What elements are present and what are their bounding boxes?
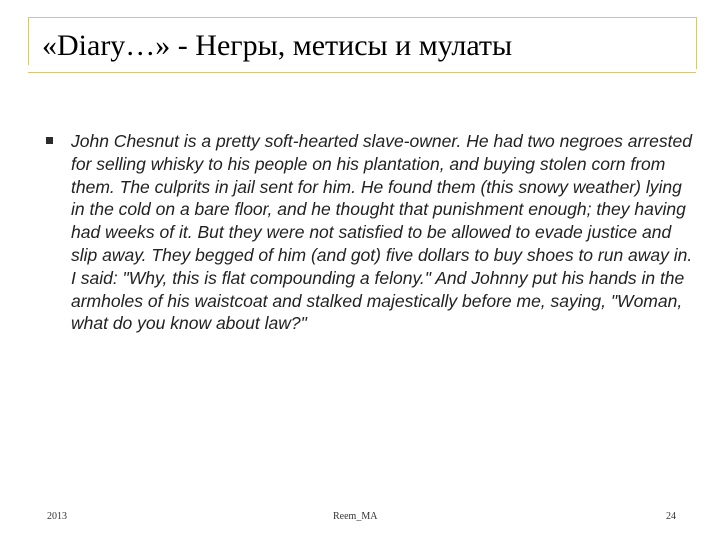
square-bullet-icon (46, 137, 53, 144)
slide-title: «Diary…» - Негры, метисы и мулаты (42, 29, 513, 62)
footer-author: Reem_MA (333, 511, 378, 522)
title-frame-bottom-line (28, 72, 696, 73)
title-frame-left-line (28, 17, 29, 65)
title-frame-right-line (696, 17, 697, 69)
footer-page-number: 24 (666, 511, 676, 522)
title-frame-top-line (28, 17, 696, 18)
bullet-text: John Chesnut is a pretty soft-hearted slave-owner. He had two negroes arrested for selling whisky to his people on his plantation, and buying stolen corn from them. The culprits in jail sent for him. He found them (this snowy weather) lying in the cold on a bare floor, and he thought that punishment enough; they having had weeks of it. But they were not satisfied to be allowed to evade justice and slip away. They begged of him (and got) five dollars to buy shoes to run away in. I said: "Why, this is flat compounding a felony." And Johnny put his hands in the armholes of his waistcoat and stalked majestically before me, saying, "Woman, what do you know about law?" (71, 131, 693, 334)
footer-year: 2013 (47, 511, 67, 522)
